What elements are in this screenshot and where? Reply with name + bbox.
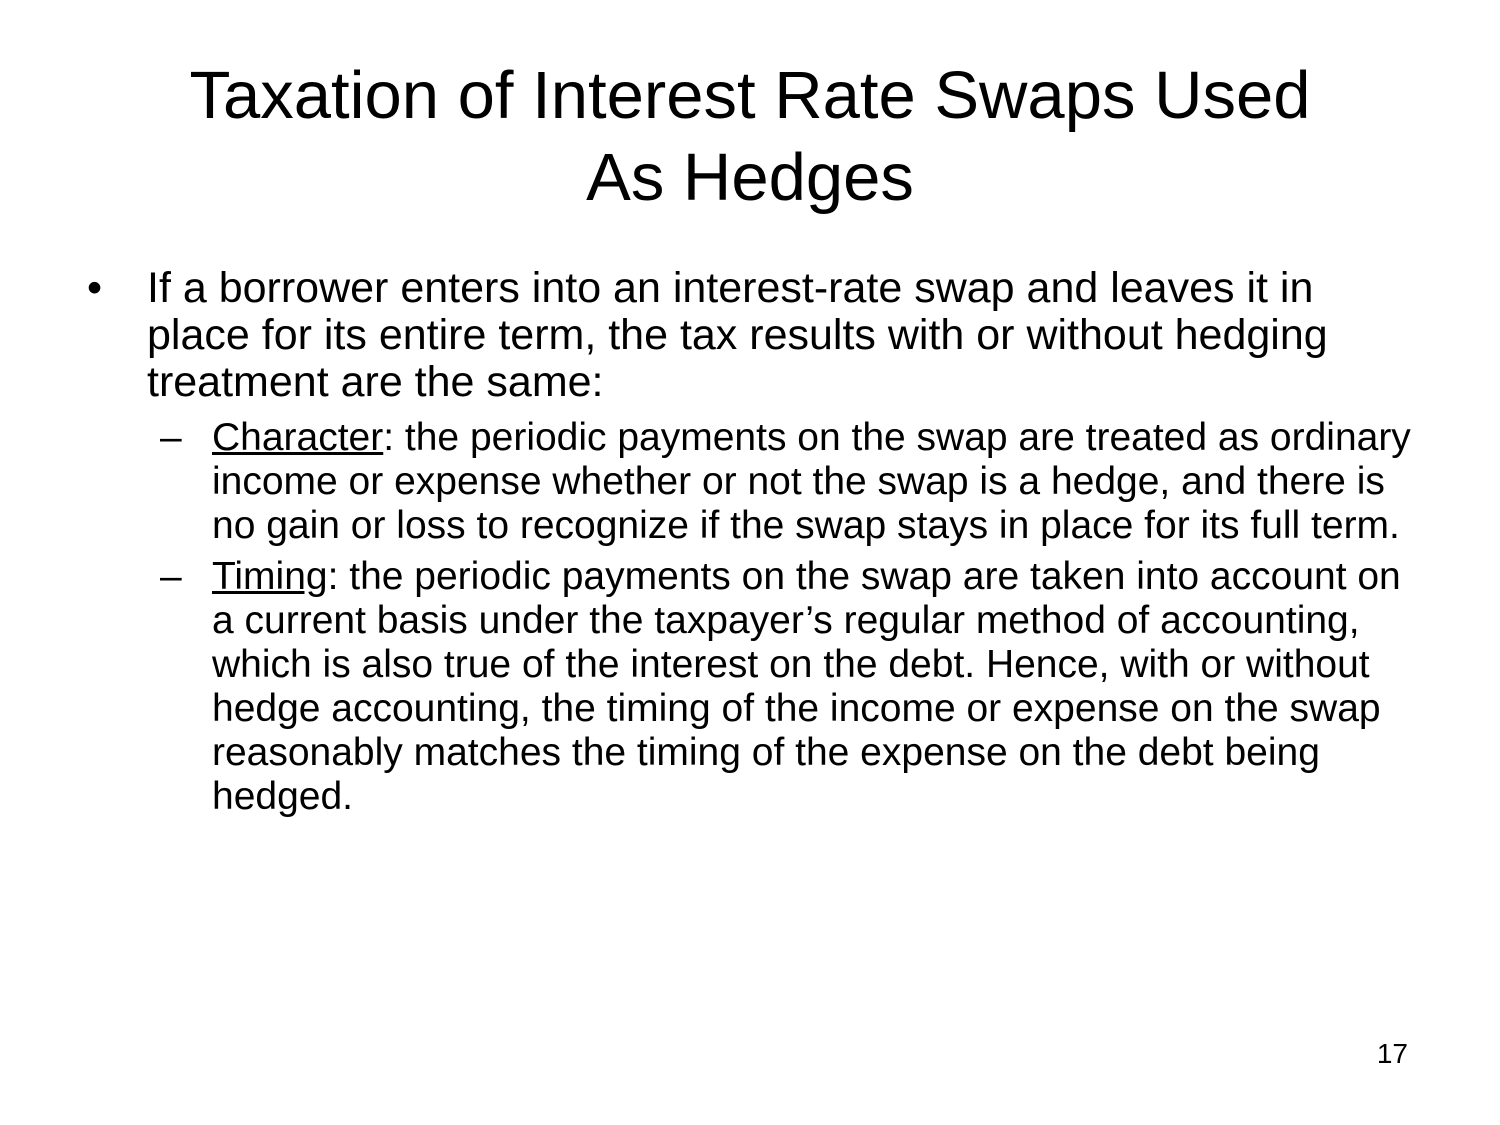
dash-glyph: – bbox=[160, 416, 182, 459]
sub-bullet-text: : the periodic payments on the swap are treated as ordinary income or expense whether or not the swap is a hedge, and there is no gain or loss to recognize if the swap stays in place for its full term. bbox=[212, 416, 1411, 547]
slide-title-line-1: Taxation of Interest Rate Swaps Used bbox=[189, 58, 1311, 133]
sub-bullet-character bbox=[160, 416, 1425, 548]
sub-bullet-list bbox=[85, 416, 1425, 819]
slide-title bbox=[0, 55, 1500, 219]
page-number: 17 bbox=[1376, 1038, 1408, 1069]
sub-bullet-timing bbox=[160, 555, 1425, 819]
dash-glyph: – bbox=[160, 555, 182, 598]
bullet-text: If a borrower enters into an interest-rate swap and leaves it in place for its entire term, the tax results with or without hedging treatment are the same: bbox=[147, 264, 1328, 406]
bullet-list bbox=[85, 265, 1425, 826]
term-timing: Timing bbox=[212, 555, 328, 598]
bullet-glyph: • bbox=[87, 264, 103, 312]
bullet-item bbox=[85, 265, 1425, 406]
slide-title-line-2: As Hedges bbox=[586, 140, 914, 215]
term-character: Character bbox=[212, 416, 384, 459]
sub-bullet-text: : the periodic payments on the swap are taken into account on a current basis under the taxpayer’s regular method of accounting, which is also true of the interest on the debt. Hence, with or without hedge accounting, the timing of the income or expense on the swap reasonably matches the timing of the expense on the debt being hedged. bbox=[212, 555, 1401, 818]
